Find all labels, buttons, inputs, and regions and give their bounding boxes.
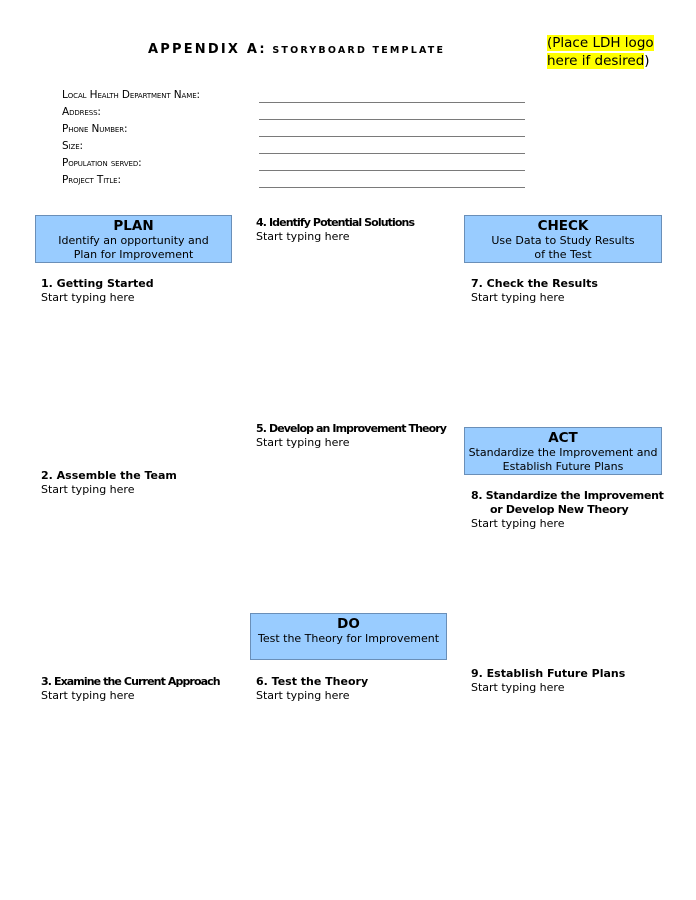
act-line1: Standardize the Improvement and bbox=[468, 446, 658, 459]
step-5-input[interactable]: Start typing here bbox=[256, 436, 350, 449]
act-header: ACT bbox=[548, 430, 578, 446]
field-line-population[interactable] bbox=[259, 170, 525, 171]
field-line-phone[interactable] bbox=[259, 136, 525, 137]
step-6-title: 6. Test the Theory bbox=[256, 675, 369, 688]
step-4 bbox=[256, 216, 414, 244]
step-7 bbox=[471, 277, 598, 305]
step-1-title: 1. Getting Started bbox=[41, 277, 154, 290]
title-main: APPENDIX A: bbox=[148, 42, 267, 57]
step-3-title: 3. Examine the Current Approach bbox=[41, 675, 220, 688]
step-2-input[interactable]: Start typing here bbox=[41, 483, 135, 496]
logo-placeholder-line1: (Place LDH logo bbox=[547, 35, 654, 51]
step-4-input[interactable]: Start typing here bbox=[256, 230, 350, 243]
step-3 bbox=[41, 675, 220, 703]
step-7-title: 7. Check the Results bbox=[471, 277, 598, 290]
step-2 bbox=[41, 469, 177, 497]
step-6 bbox=[256, 675, 368, 703]
page-title bbox=[148, 38, 445, 57]
field-label-ldh-name: Local Health Department Name: bbox=[62, 89, 200, 101]
plan-line1: Identify an opportunity and bbox=[58, 234, 209, 247]
field-line-size[interactable] bbox=[259, 153, 525, 154]
step-8-title: 8. Standardize the Improvement bbox=[471, 489, 664, 502]
step-6-input[interactable]: Start typing here bbox=[256, 689, 350, 702]
field-label-project-title: Project Title: bbox=[62, 174, 121, 186]
step-8-input[interactable]: Start typing here bbox=[471, 517, 565, 530]
step-8-title-line2: or Develop New Theory bbox=[490, 503, 629, 516]
step-7-input[interactable]: Start typing here bbox=[471, 291, 565, 304]
field-label-population: Population served: bbox=[62, 157, 142, 169]
step-2-title: 2. Assemble the Team bbox=[41, 469, 177, 482]
field-label-size: Size: bbox=[62, 140, 83, 152]
do-phase-box bbox=[250, 613, 447, 660]
do-header: DO bbox=[337, 616, 360, 632]
do-line1: Test the Theory for Improvement bbox=[257, 632, 440, 645]
plan-phase-box bbox=[35, 215, 232, 263]
plan-header: PLAN bbox=[113, 218, 154, 234]
check-header: CHECK bbox=[537, 218, 589, 234]
logo-placeholder-close: ) bbox=[644, 53, 650, 69]
step-4-title: 4. Identify Potential Solutions bbox=[256, 216, 415, 229]
title-sub: STORYBOARD TEMPLATE bbox=[272, 45, 446, 56]
check-phase-box bbox=[464, 215, 662, 263]
act-line2: Establish Future Plans bbox=[502, 460, 624, 473]
step-3-input[interactable]: Start typing here bbox=[41, 689, 135, 702]
act-phase-box bbox=[464, 427, 662, 475]
plan-line2: Plan for Improvement bbox=[73, 248, 194, 261]
check-line1: Use Data to Study Results bbox=[491, 234, 635, 247]
field-line-ldh-name[interactable] bbox=[259, 102, 525, 103]
field-label-phone: Phone Number: bbox=[62, 123, 128, 135]
field-line-project-title[interactable] bbox=[259, 187, 525, 188]
step-9-input[interactable]: Start typing here bbox=[471, 681, 565, 694]
field-label-address: Address: bbox=[62, 106, 101, 118]
step-1-input[interactable]: Start typing here bbox=[41, 291, 135, 304]
step-1 bbox=[41, 277, 154, 305]
step-9-title: 9. Establish Future Plans bbox=[471, 667, 626, 680]
logo-placeholder-line2: here if desired bbox=[547, 53, 645, 69]
step-8 bbox=[471, 489, 664, 531]
step-9 bbox=[471, 667, 625, 695]
logo-placeholder[interactable] bbox=[547, 34, 654, 70]
check-line2: of the Test bbox=[534, 248, 592, 261]
step-5 bbox=[256, 422, 446, 450]
field-line-address[interactable] bbox=[259, 119, 525, 120]
step-5-title: 5. Develop an Improvement Theory bbox=[256, 422, 447, 435]
